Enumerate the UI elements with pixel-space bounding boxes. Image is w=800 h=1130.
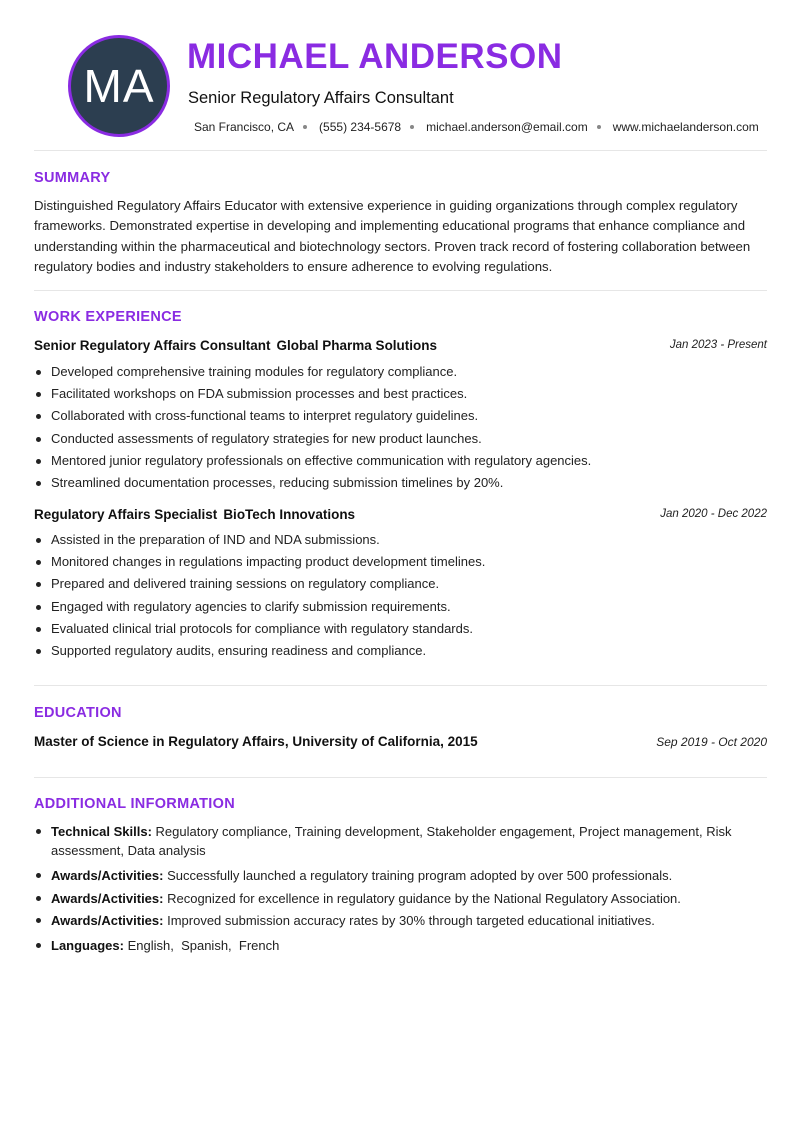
summary-text: Distinguished Regulatory Affairs Educator with extensive experience in guiding organizations through complex regulatory frameworks. Demonstrated expertise in developing and implementing educational programs that enhance compliance and understanding within the pharmaceutical and biotechnology sectors. Proven track record of fostering collaboration between regulatory bodies and industry stakeholders to ensure adherence to evolving regulations. [34, 198, 751, 274]
job-role: Regulatory Affairs Specialist [34, 507, 218, 522]
list-item [51, 936, 771, 955]
education-dates: Sep 2019 - Oct 2020 [656, 735, 767, 749]
job-bullets [51, 529, 767, 662]
job-dates: Jan 2023 - Present [669, 339, 767, 351]
list-item: Evaluated clinical trial protocols for compliance with regulatory standards. [51, 618, 767, 640]
job-dates: Jan 2020 - Dec 2022 [660, 508, 767, 520]
section-divider [34, 777, 767, 778]
list-item [51, 822, 771, 860]
item-text: Successfully launched a regulatory training program adopted by over 500 professionals. [167, 868, 673, 883]
list-item: Supported regulatory audits, ensuring readiness and compliance. [51, 640, 767, 662]
job-header [34, 507, 767, 522]
list-item: Facilitated workshops on FDA submission processes and best practices. [51, 383, 767, 405]
summary-heading: SUMMARY [34, 170, 111, 186]
list-item: Assisted in the preparation of IND and NDA submissions. [51, 529, 767, 551]
item-text: Regulatory compliance, Training development, Stakeholder engagement, Project management, Risk assessment, Data analysis [51, 824, 732, 858]
item-label: Technical Skills: [51, 824, 152, 839]
bullet-separator-icon [597, 125, 601, 129]
list-item: Prepared and delivered training sessions on regulatory compliance. [51, 573, 767, 595]
job-bullets [51, 361, 767, 494]
item-text: Improved submission accuracy rates by 30% through targeted educational initiatives. [167, 913, 655, 928]
list-item [51, 911, 771, 930]
job-header [34, 338, 767, 353]
item-label: Awards/Activities: [51, 913, 164, 928]
list-item: Developed comprehensive training modules for regulatory compliance. [51, 361, 767, 383]
section-divider [34, 290, 767, 291]
job-company: Global Pharma Solutions [276, 338, 438, 353]
list-item: Streamlined documentation processes, reducing submission timelines by 20%. [51, 472, 767, 494]
bullet-separator-icon [303, 125, 307, 129]
avatar-initials: MA [83, 60, 155, 112]
contact-website[interactable]: www.michaelanderson.com [612, 120, 759, 134]
education-degree: Master of Science in Regulatory Affairs, University of California, 2015 [34, 734, 478, 749]
avatar [68, 35, 170, 137]
list-item [51, 866, 771, 885]
additional-info-heading: ADDITIONAL INFORMATION [34, 796, 235, 812]
additional-info-list [51, 822, 771, 959]
contact-phone: (555) 234-5678 [319, 120, 402, 134]
item-text: Recognized for excellence in regulatory guidance by the National Regulatory Association. [167, 890, 681, 906]
candidate-title: Senior Regulatory Affairs Consultant [188, 89, 454, 107]
job-company: BioTech Innovations [223, 507, 356, 522]
list-item: Engaged with regulatory agencies to clarify submission requirements. [51, 596, 767, 618]
section-divider [34, 150, 767, 151]
education-entry [34, 734, 767, 749]
candidate-name: MICHAEL ANDERSON [187, 37, 563, 76]
list-item [51, 889, 771, 908]
contact-location: San Francisco, CA [194, 120, 295, 134]
list-item: Mentored junior regulatory professionals on effective communication with regulatory agencies. [51, 450, 767, 472]
education-heading: EDUCATION [34, 705, 122, 721]
list-item: Conducted assessments of regulatory strategies for new product launches. [51, 428, 767, 450]
item-text: English, Spanish, French [127, 938, 280, 953]
list-item: Monitored changes in regulations impacting product development timelines. [51, 551, 767, 573]
item-label: Awards/Activities: [51, 890, 164, 906]
work-experience-heading: WORK EXPERIENCE [34, 309, 182, 325]
resume-header [34, 0, 767, 150]
item-label: Awards/Activities: [51, 868, 164, 883]
job-role: Senior Regulatory Affairs Consultant [34, 338, 271, 353]
contact-info [194, 120, 759, 134]
list-item: Collaborated with cross-functional teams to interpret regulatory guidelines. [51, 405, 767, 427]
item-label: Languages: [51, 938, 124, 953]
bullet-separator-icon [410, 125, 414, 129]
contact-email[interactable]: michael.anderson@email.com [426, 120, 588, 134]
section-divider [34, 685, 767, 686]
